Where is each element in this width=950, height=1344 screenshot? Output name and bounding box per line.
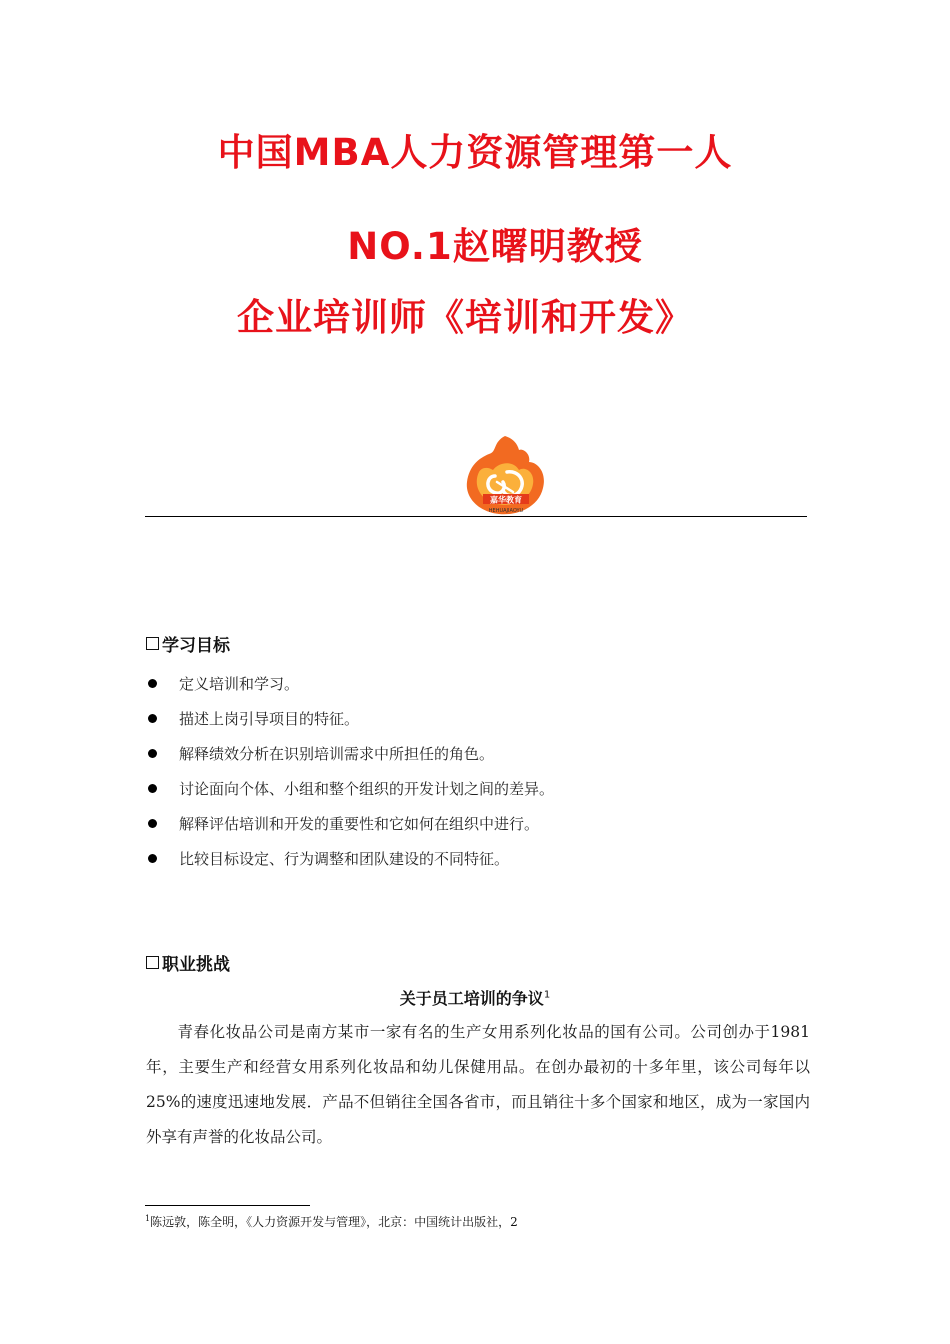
bullet-icon	[148, 714, 157, 723]
footnote-marker: 1	[145, 1214, 151, 1223]
bullet-icon	[148, 784, 157, 793]
list-item-text: 解释绩效分析在识别培训需求中所担任的角色。	[179, 745, 495, 763]
checkbox-square-icon	[146, 637, 159, 650]
list-item	[146, 666, 554, 701]
case-title-text: 关于员工培训的争议	[399, 989, 544, 1008]
list-item-text: 解释评估培训和开发的重要性和它如何在组织中进行。	[179, 815, 540, 833]
footnote-divider	[145, 1205, 310, 1206]
list-item	[146, 806, 554, 841]
footnote-ref[interactable]: 1	[543, 989, 551, 1001]
section-heading-learning-objectives	[146, 631, 230, 656]
logo-text-en: HEHUAJIAOYU	[488, 508, 524, 514]
list-item	[146, 736, 554, 771]
page-title-line-1: 中国MBA人力资源管理第一人	[217, 131, 733, 174]
page-title-line-3: 企业培训师《培训和开发》	[237, 296, 693, 339]
bullet-icon	[148, 854, 157, 863]
company-logo	[457, 432, 553, 518]
section-heading-text: 职业挑战	[162, 955, 230, 975]
list-item-text: 描述上岗引导项目的特征。	[179, 710, 360, 728]
bullet-icon	[148, 819, 157, 828]
case-paragraph-text: 青春化妆品公司是南方某市一家有名的生产女用系列化妆品的国有公司。公司创办于1981年，主要生产和经营女用系列化妆品和幼儿保健用品。在创办最初的十多年里，该公司每年以25%的速度迅速地发展．产品不但销往全国各省市，而且销往十多个国家和地区，成为一家国内外享有声誉的化妆品公司。	[146, 1023, 810, 1146]
header-divider	[145, 516, 807, 517]
logo-text-cn: 嘉华教育	[490, 495, 522, 505]
list-item	[146, 841, 554, 876]
section-heading-text: 学习目标	[162, 636, 230, 656]
footnote	[145, 1213, 518, 1230]
list-item	[146, 701, 554, 736]
footnote-text: 陈远敦，陈全明，《人力资源开发与管理》，北京：中国统计出版社，2	[150, 1215, 518, 1229]
section-heading-career-challenge	[146, 950, 230, 975]
case-title	[0, 986, 950, 1009]
list-item	[146, 771, 554, 806]
list-item-text: 比较目标设定、行为调整和团队建设的不同特征。	[179, 850, 510, 868]
checkbox-square-icon	[146, 956, 159, 969]
list-item-text: 定义培训和学习。	[179, 675, 300, 693]
page-title-line-2: NO.1赵曙明教授	[347, 225, 643, 268]
objectives-list	[146, 666, 554, 876]
case-paragraph	[146, 1015, 810, 1155]
list-item-text: 讨论面向个体、小组和整个组织的开发计划之间的差异。	[179, 780, 555, 798]
bullet-icon	[148, 679, 157, 688]
bullet-icon	[148, 749, 157, 758]
